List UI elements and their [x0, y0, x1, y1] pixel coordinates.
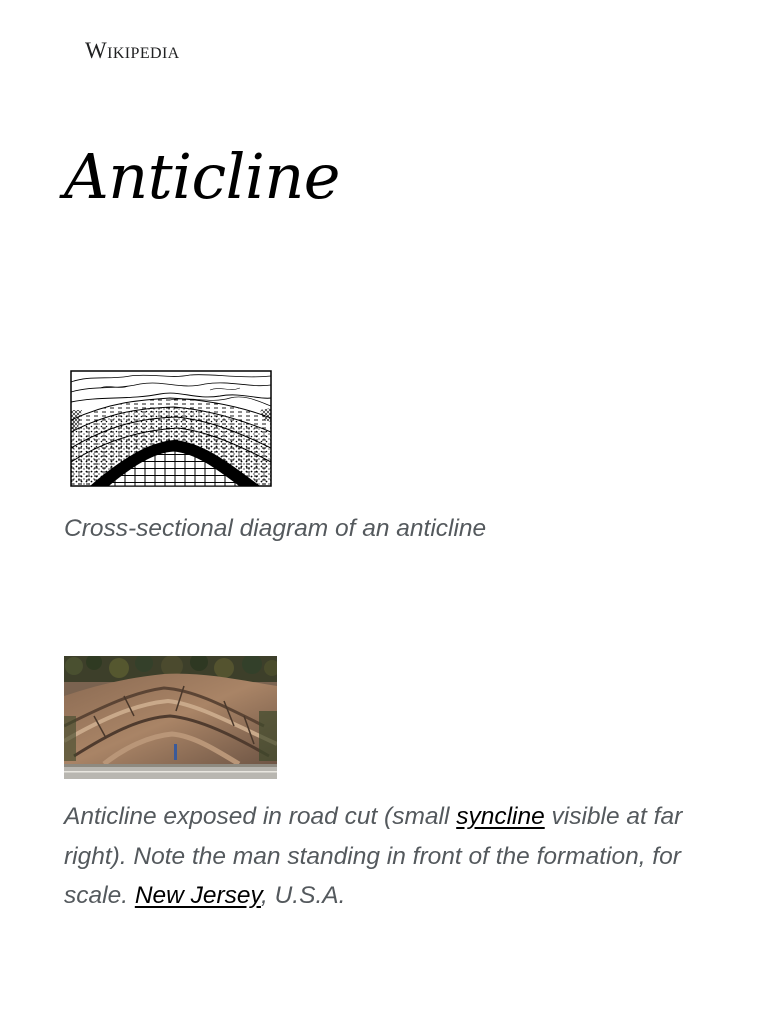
anticline-diagram-image[interactable]: [70, 370, 272, 487]
figure-caption: [64, 797, 714, 916]
new-jersey-link[interactable]: New Jersey: [134, 882, 261, 909]
caption-text: , U.S.A.: [260, 882, 346, 909]
caption-text: visible at far right). Note the man standing in front of the formation, for scale.: [64, 803, 683, 909]
figure-caption: Cross-sectional diagram of an anticline: [64, 515, 487, 542]
road-cut-photo[interactable]: [64, 656, 277, 779]
wikipedia-logo[interactable]: Wikipedia: [85, 38, 180, 63]
page-title: Anticline: [64, 140, 340, 213]
caption-text: Anticline exposed in road cut (small: [64, 803, 457, 830]
anticline-diagram-icon: [70, 370, 272, 487]
syncline-link[interactable]: syncline: [456, 803, 545, 830]
road-cut-photo-icon: [64, 656, 277, 779]
